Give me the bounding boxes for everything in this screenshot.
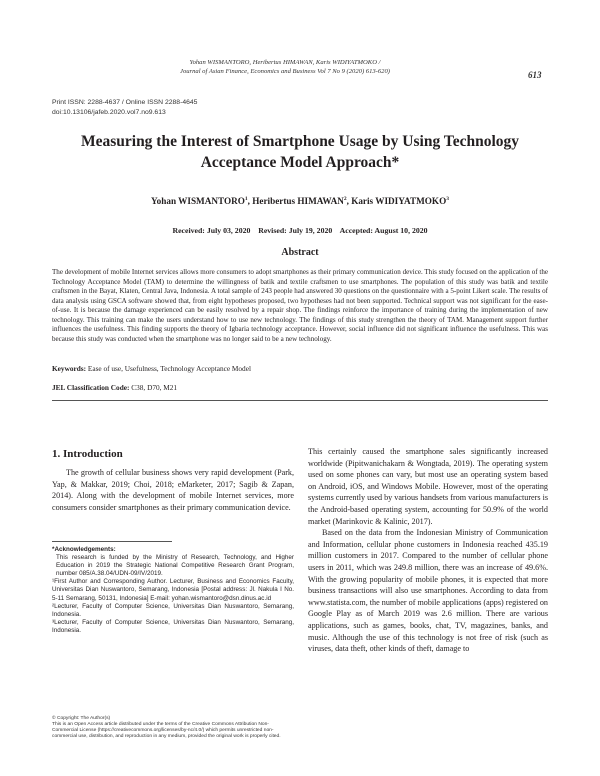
author-name: Yohan WISMANTORO: [151, 196, 245, 207]
running-header-journal: Journal of Asian Finance, Economics and Business Vol 7 No 9 (2020) 613-620): [180, 68, 390, 75]
jel-codes: C38, D70, M21: [131, 383, 178, 392]
left-column-text: [52, 467, 294, 513]
issn-block: [52, 98, 197, 118]
abstract-heading: Abstract: [281, 247, 319, 258]
paragraph: The growth of cellular business shows very rapid development (Park, Yap, & Makkar, 2019; Choi, 2018; eMarketer, 2017; Sagib & Zapan, 2014). Along with the development of mobile Internet services, more consumers consider smartphones as their primary communication device.: [52, 468, 294, 512]
page-number: 613: [528, 70, 542, 80]
issn-line: Print ISSN: 2288-4637 / Online ISSN 2288-4645: [52, 99, 198, 106]
footnote-2: ²Lecturer, Faculty of Computer Science, Universitas Dian Nuswantoro, Semarang, Indonesia.: [52, 602, 294, 618]
keywords-label: Keywords:: [52, 364, 87, 373]
footnote-3: ³Lecturer, Faculty of Computer Science, Universitas Dian Nuswantoro, Semarang, Indonesia.: [52, 618, 294, 634]
acknowledgements-label: *Acknowledgements:: [52, 546, 116, 553]
jel-label: JEL Classification Code:: [52, 383, 130, 392]
abstract-text: The development of mobile Internet services allows more consumers to adopt smartphones as their primary communication device. This study focused on the application of the Technology Acceptance Model (TAM) to determine the willingness of batik and textile craftsmen to use smartphones. The population of this study was batik and textile craftsmen in the Bayat, Klaten, Central Java, Indonesia. A total sample of 243 people had answered 30 questions on the questionnaire with a 5-point Likert scale. The results of data analysis using GSCA software showed that, from eight hypotheses proposed, two hypotheses had not been supported. Technical support was not significant for the ease-of-use. It is because the damage experienced can be easily resolved by a repair shop. The findings reinforce the importance of training during the implementation of new technology. This training can make the users understand how to use new technology. The findings of this study strengthen the theory of TAM. Management support further influences the usefulness. This finding supports the theory of Igbaria technology acceptance. However, social influence did not significant influence the usefulness. This was because this study was conducted when the smartphone was no longer said to be a new technology.: [52, 268, 548, 343]
footnote-1: ¹First Author and Corresponding Author. Lecturer, Business and Economics Faculty, Universitas Dian Nuswantoro, Semarang, Indonesia [Postal address: Jl. Nakula I No. 5-11 Semarang, 50131, Indonesia] E-mail: yohan.wismantoro@dsn.dinus.ac.id: [52, 578, 294, 602]
jel-classification: [52, 383, 548, 392]
title-line-2: Acceptance Model Approach*: [200, 154, 400, 171]
right-column-text: [308, 446, 548, 655]
license-text: This is an Open Access article distributed under the terms of the Creative Commons Attribution Non-Commercial License (https://creativecommons.org/licenses/by-nc/4.0/) which permits unrestricted non-commercial use, distribution, and reproduction in any medium, provided the original work is properly cited.: [52, 722, 281, 740]
author-name: Karis WIDIYATMOKO: [351, 196, 447, 207]
paragraph: This certainly caused the smartphone sales significantly increased worldwide (Pipitwanichakarn & Wongtada, 2019). The operating system used on some phones can vary, but most use an operating system based on Android, iOS, and Windows Mobile. However, most of the operating systems currently used by various handsets from various manufacturers is the Android-based operating system, accounting for 50.9% of the world market (Marinkovic & Kalinic, 2017).: [308, 447, 548, 526]
acknowledgements-text: This research is funded by the Ministry of Research, Technology, and Higher Education in 2019 the Strategic National Competitive Research Grant Program, number 085/A.38.04/UDN-09/IV/2019.: [56, 554, 294, 578]
footnote-divider: [52, 541, 172, 542]
author-affiliation-mark: 3: [446, 196, 449, 202]
running-header: [130, 58, 440, 76]
title-line-1: Measuring the Interest of Smartphone Usage by Using Technology: [80, 133, 520, 150]
copyright-line: © Copyright: The Author(s): [52, 716, 111, 721]
author-name: Heribertus HIMAWAN: [252, 196, 344, 207]
footnotes: [52, 546, 294, 635]
author-affiliation-mark: 2: [343, 196, 347, 202]
paper-title: [60, 131, 540, 173]
copyright-notice: [52, 716, 294, 740]
doi-line[interactable]: doi:10.13106/jafeb.2020.vol7.no9.613: [52, 109, 166, 116]
paragraph: Based on the data from the Indonesian Ministry of Communication and Information, cellular phone customers in Indonesia reached 435.19 million customers in 2017. Compared to the number of cellular phone users in 2011, which was 249.8 million, there was an increase of 49.6%. With the growing popularity of mobile phones, it is expected that more business transactions will also use smartphones. According to data from www.statista.com, the number of mobile applications (apps) registered on Google Play as of March 2019 was 2.6 million. There are various applications, such as games, books, chat, TV, magazines, banks, and music. Although the use of this technology is not free of risk (such as viruses, data theft, other kinds of theft, damage to: [308, 528, 548, 654]
author-affiliation-mark: 1: [244, 196, 248, 202]
section-divider: [52, 400, 548, 401]
submission-dates: Received: July 03, 2020 Revised: July 19, 2020 Accepted: August 10, 2020: [172, 226, 428, 235]
keywords: [52, 364, 548, 373]
keywords-text: Ease of use, Usefulness, Technology Acceptance Model: [87, 364, 251, 373]
running-header-authors: Yohan WISMANTORO, Heribertus HIMAWAN, Karis WIDIYATMOKO /: [189, 59, 381, 66]
section-heading: 1. Introduction: [52, 448, 123, 460]
author-list: Yohan WISMANTORO$^1$, Heribertus HIMAWAN$^2$, Karis WIDIYATMOKO$^3$: [151, 196, 449, 207]
